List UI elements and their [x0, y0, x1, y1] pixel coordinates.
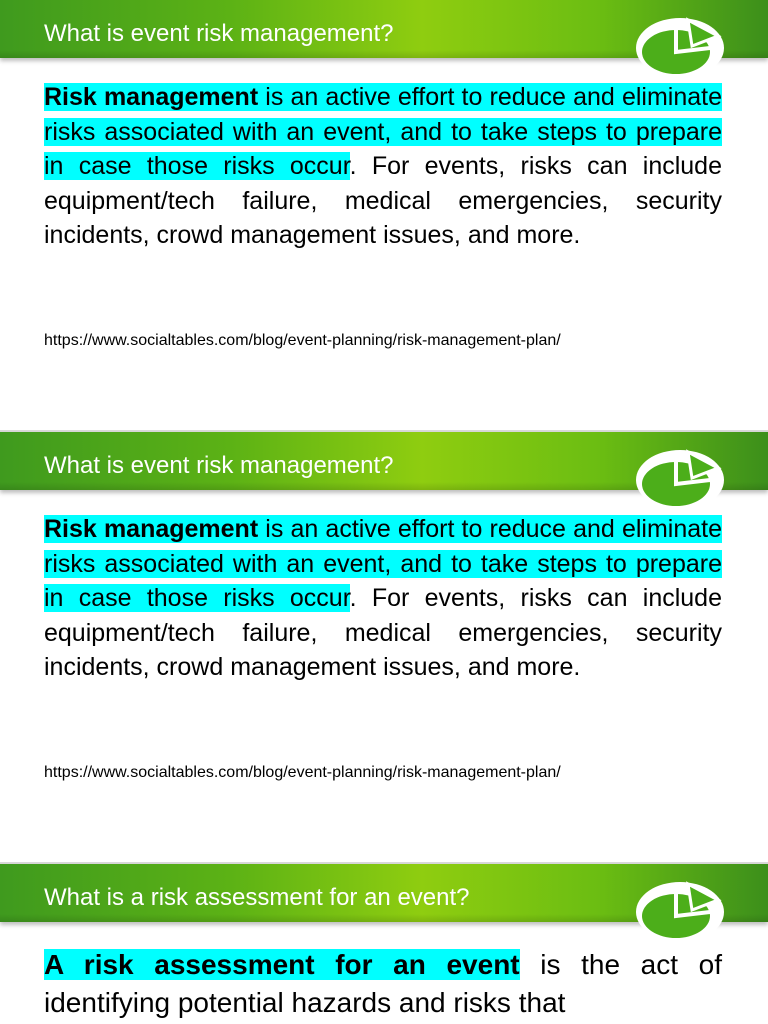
key-term: Risk management: [44, 83, 259, 111]
source-link[interactable]: https://www.socialtables.com/blog/event-planning/risk-management-plan/: [44, 332, 561, 349]
key-term: A risk assessment for an event: [44, 949, 520, 980]
definition-text: is an active effort to reduce and eliminate risks associated with an event, and to take steps to prepare in case those risks occur: [44, 83, 722, 181]
definition-text: is the act of identifying potential hazards and risks that: [44, 949, 723, 1018]
slide-body: [44, 512, 722, 685]
slide-title: What is a risk assessment for an event?: [44, 884, 470, 911]
slide-1: [0, 0, 768, 430]
source-link[interactable]: https://www.socialtables.com/blog/event-planning/risk-management-plan/: [44, 764, 561, 781]
slide-body: [44, 946, 722, 1022]
slide-title: What is event risk management?: [44, 20, 394, 47]
body-continuation: . For events, risks can include equipment/tech failure, medical emergencies, security incidents, crowd management issues, and more.: [44, 152, 722, 250]
pie-chart-logo-icon: [632, 876, 728, 944]
slide-title: What is event risk management?: [44, 452, 394, 479]
definition-text: is an active effort to reduce and eliminate risks associated with an event, and to take steps to prepare in case those risks occur: [44, 515, 722, 613]
pie-chart-logo-icon: [632, 12, 728, 80]
pie-chart-logo-icon: [632, 444, 728, 512]
key-term: Risk management: [44, 515, 259, 543]
slide-2: [0, 432, 768, 864]
slide-3: [0, 864, 768, 1024]
slide-body: [44, 80, 722, 253]
body-continuation: . For events, risks can include equipment/tech failure, medical emergencies, security incidents, crowd management issues, and more.: [44, 584, 722, 682]
